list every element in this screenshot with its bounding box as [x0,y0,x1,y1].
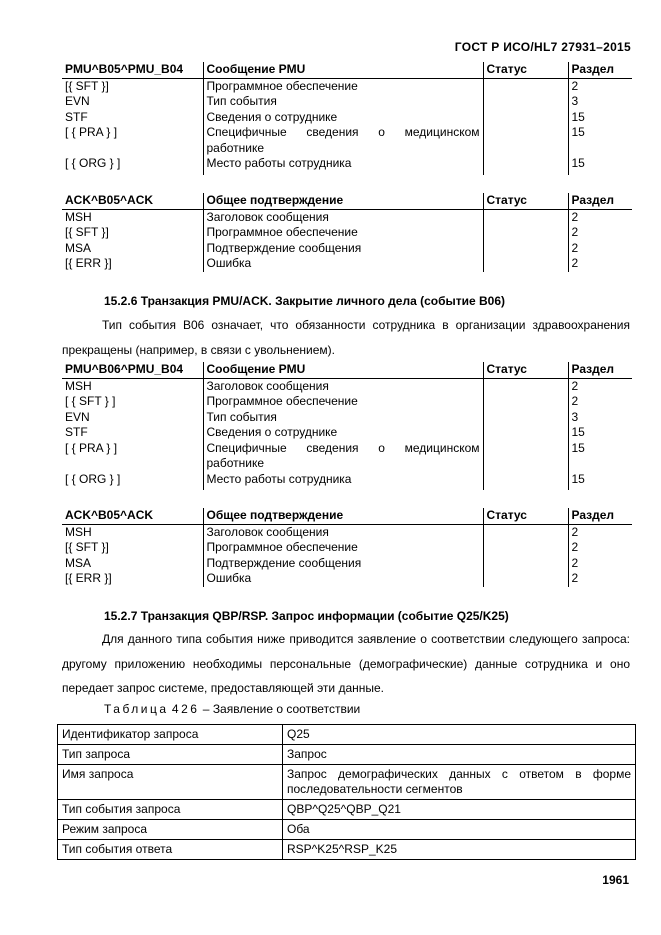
section-paragraph [62,313,630,362]
segment-cell: [ { SFT } ] [65,394,116,408]
section-cell: 3 [568,410,632,426]
table-row [58,725,636,745]
status-cell [483,225,568,241]
section-cell: 2 [568,78,632,94]
section-cell: 2 [568,225,632,241]
table-row [62,256,632,272]
description-cell: Подтверждение сообщения [203,241,483,257]
section-cell: 2 [568,571,632,587]
description-cell: Сведения о сотруднике [203,425,483,441]
header-cell: ACK^B05^ACK [62,508,203,524]
section-cell: 15 [568,125,632,156]
header-cell: Сообщение PMU [203,62,483,78]
status-cell [483,571,568,587]
section-cell: 2 [568,540,632,556]
section-heading: 15.2.6 Транзакция PMU/ACK. Закрытие личного дела (событие B06) [104,294,506,308]
segment-cell: [ { ORG } ] [65,156,121,170]
table-row [58,745,636,765]
message-table-ack-b05-second [62,508,632,587]
section-cell: 2 [568,256,632,272]
section-cell: 2 [568,556,632,572]
section-paragraph [62,627,630,701]
description-cell: Программное обеспечение [203,78,483,94]
header-cell: Статус [483,62,568,78]
paragraph-text: Тип события B06 означает, что обязанности сотрудника в организации здравоохранения прекращены (например, в связи с увольнением). [62,318,630,357]
caption-title: Заявление о соответствии [212,702,361,716]
section-cell: 2 [568,394,632,410]
header-cell: Статус [483,193,568,209]
segment-cell: [{ ERR }] [65,571,112,585]
description-cell: Специфичные сведения о медицинском работнике [203,441,483,472]
message-table-ack-b05 [62,193,632,272]
table-row [62,125,632,156]
status-cell [483,472,568,488]
header-cell: Раздел [568,362,632,378]
table-row [62,78,632,94]
value-cell: RSP^K25^RSP_K25 [283,840,636,860]
header-cell: ACK^B05^ACK [62,193,203,209]
header-cell: Общее подтверждение [203,193,483,209]
header-cell: Статус [483,362,568,378]
value-cell: QBP^Q25^QBP_Q21 [283,800,636,820]
section-cell: 2 [568,241,632,257]
status-cell [483,524,568,540]
description-cell: Тип события [203,410,483,426]
paragraph-text: Для данного типа события ниже приводится заявление о соответствии следующего запроса: другому приложению необходимы персональные (демографические) данные сотрудника и оно передает запрос системе, предоставляющей эти данные. [62,632,630,695]
property-cell: Тип запроса [58,745,283,765]
description-cell: Место работы сотрудника [203,156,483,172]
table-row [58,765,636,800]
status-cell [483,241,568,257]
segment-cell: MSH [65,524,92,539]
table-row [62,540,632,556]
section-cell: 15 [568,441,632,472]
table-row [58,820,636,840]
section-cell: 15 [568,110,632,126]
segment-cell: [{ SFT }] [65,78,109,93]
header-cell: Общее подтверждение [203,508,483,524]
caption-word: Таблица [104,702,169,716]
table-header-row [62,362,632,378]
segment-cell: MSA [65,240,92,255]
description-cell: Ошибка [203,256,483,272]
segment-cell: [{ ERR }] [65,256,112,270]
header-cell: Сообщение PMU [203,362,483,378]
section-heading: 15.2.7 Транзакция QBP/RSP. Запрос информации (событие Q25/K25) [104,609,509,623]
status-cell [483,125,568,156]
table-row [62,556,632,572]
status-cell [483,425,568,441]
segment-cell: [{ SFT }] [65,540,109,554]
section-cell: 2 [568,524,632,540]
table-header-row [62,508,632,524]
message-table-pmu-b06 [62,362,632,490]
description-cell: Специфичные сведения о медицинском работнике [203,125,483,156]
segment-cell: [ { ORG } ] [65,471,121,486]
section-cell: 2 [568,209,632,225]
status-cell [483,78,568,94]
value-cell: Запрос демографических данных с ответом в форме последовательности сегментов [283,765,636,800]
status-cell [483,256,568,272]
segment-cell: EVN [65,409,90,424]
header-cell: Раздел [568,193,632,209]
property-cell: Тип события ответа [58,840,283,860]
table-row [62,425,632,441]
status-cell [483,378,568,394]
segment-cell: MSA [65,555,92,570]
value-cell: Оба [283,820,636,840]
document-header: ГОСТ Р ИСО/HL7 27931–2015 [454,40,631,54]
status-cell [483,110,568,126]
header-cell: Статус [483,508,568,524]
section-cell: 15 [568,425,632,441]
header-cell: PMU^B06^PMU_B04 [62,362,203,378]
status-cell [483,556,568,572]
table-row [58,800,636,820]
table-row [62,156,632,172]
segment-cell: EVN [65,94,90,108]
table-row [58,840,636,860]
status-cell [483,209,568,225]
status-cell [483,394,568,410]
property-cell: Имя запроса [58,765,283,800]
table-row [62,441,632,472]
description-cell: Сведения о сотруднике [203,110,483,126]
status-cell [483,540,568,556]
segment-cell: [{ SFT }] [65,225,109,239]
segment-cell: [ { PRA } ] [65,125,118,139]
table-row [62,410,632,426]
value-cell: Запрос [283,745,636,765]
section-cell: 2 [568,378,632,394]
description-cell: Тип события [203,94,483,110]
table-header-row [62,62,632,78]
header-cell: Раздел [568,62,632,78]
description-cell: Место работы сотрудника [203,472,483,488]
description-cell: Ошибка [203,571,483,587]
header-cell: PMU^B05^PMU_B04 [62,62,203,78]
segment-cell: MSH [65,378,92,393]
table-row [62,524,632,540]
status-cell [483,410,568,426]
section-cell: 15 [568,156,632,172]
segment-cell: STF [65,425,88,439]
table-row [62,394,632,410]
table-row [62,110,632,126]
value-cell: Q25 [283,725,636,745]
segment-cell: MSH [65,209,92,224]
header-cell: Раздел [568,508,632,524]
segment-cell: [ { PRA } ] [65,440,118,455]
property-cell: Режим запроса [58,820,283,840]
caption-dash: – [202,702,210,716]
status-cell [483,441,568,472]
description-cell: Заголовок сообщения [203,524,483,540]
property-cell: Тип события запроса [58,800,283,820]
table-row [62,209,632,225]
table-row [62,472,632,488]
section-cell: 15 [568,472,632,488]
description-cell: Заголовок сообщения [203,209,483,225]
description-cell: Программное обеспечение [203,225,483,241]
status-cell [483,156,568,172]
table-row [62,241,632,257]
property-cell: Идентификатор запроса [58,725,283,745]
page-number: 1961 [602,873,629,887]
table-caption [104,702,360,717]
table-header-row [62,193,632,209]
section-cell: 3 [568,94,632,110]
table-row [62,225,632,241]
message-table-pmu-b05 [62,62,632,175]
description-cell: Заголовок сообщения [203,378,483,394]
description-cell: Программное обеспечение [203,540,483,556]
description-cell: Программное обеспечение [203,394,483,410]
caption-number: 426 [171,702,200,716]
table-row [62,571,632,587]
status-cell [483,94,568,110]
segment-cell: STF [65,109,88,124]
table-row [62,378,632,394]
conformance-table [57,724,636,860]
table-row [62,94,632,110]
description-cell: Подтверждение сообщения [203,556,483,572]
